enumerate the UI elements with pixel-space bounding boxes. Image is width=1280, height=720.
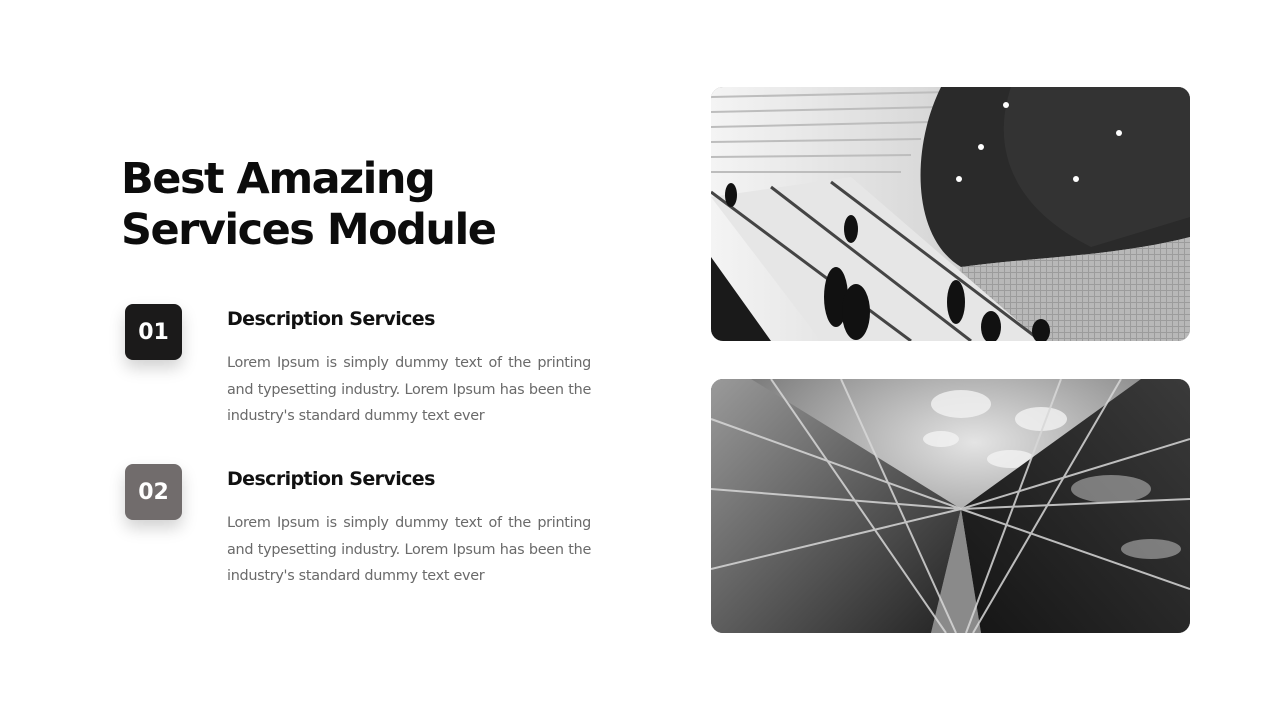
number-badge: 02 (125, 464, 182, 520)
skyscraper-photo (711, 379, 1190, 633)
service-item-2 (125, 464, 605, 604)
slide-title (121, 154, 541, 256)
service-heading: Description Services (227, 308, 435, 330)
service-description: Lorem Ipsum is simply dummy text of the printing and typesetting industry. Lorem Ipsum has been the industry's standard dummy text ever (227, 355, 591, 424)
title-line-1: Best Amazing (121, 154, 435, 204)
service-item-1 (125, 304, 605, 444)
escalator-photo (711, 87, 1190, 341)
number-badge: 01 (125, 304, 182, 360)
title-line-2: Services Module (121, 205, 496, 255)
service-description: Lorem Ipsum is simply dummy text of the printing and typesetting industry. Lorem Ipsum has been the industry's standard dummy text ever (227, 515, 591, 584)
service-heading: Description Services (227, 468, 435, 490)
